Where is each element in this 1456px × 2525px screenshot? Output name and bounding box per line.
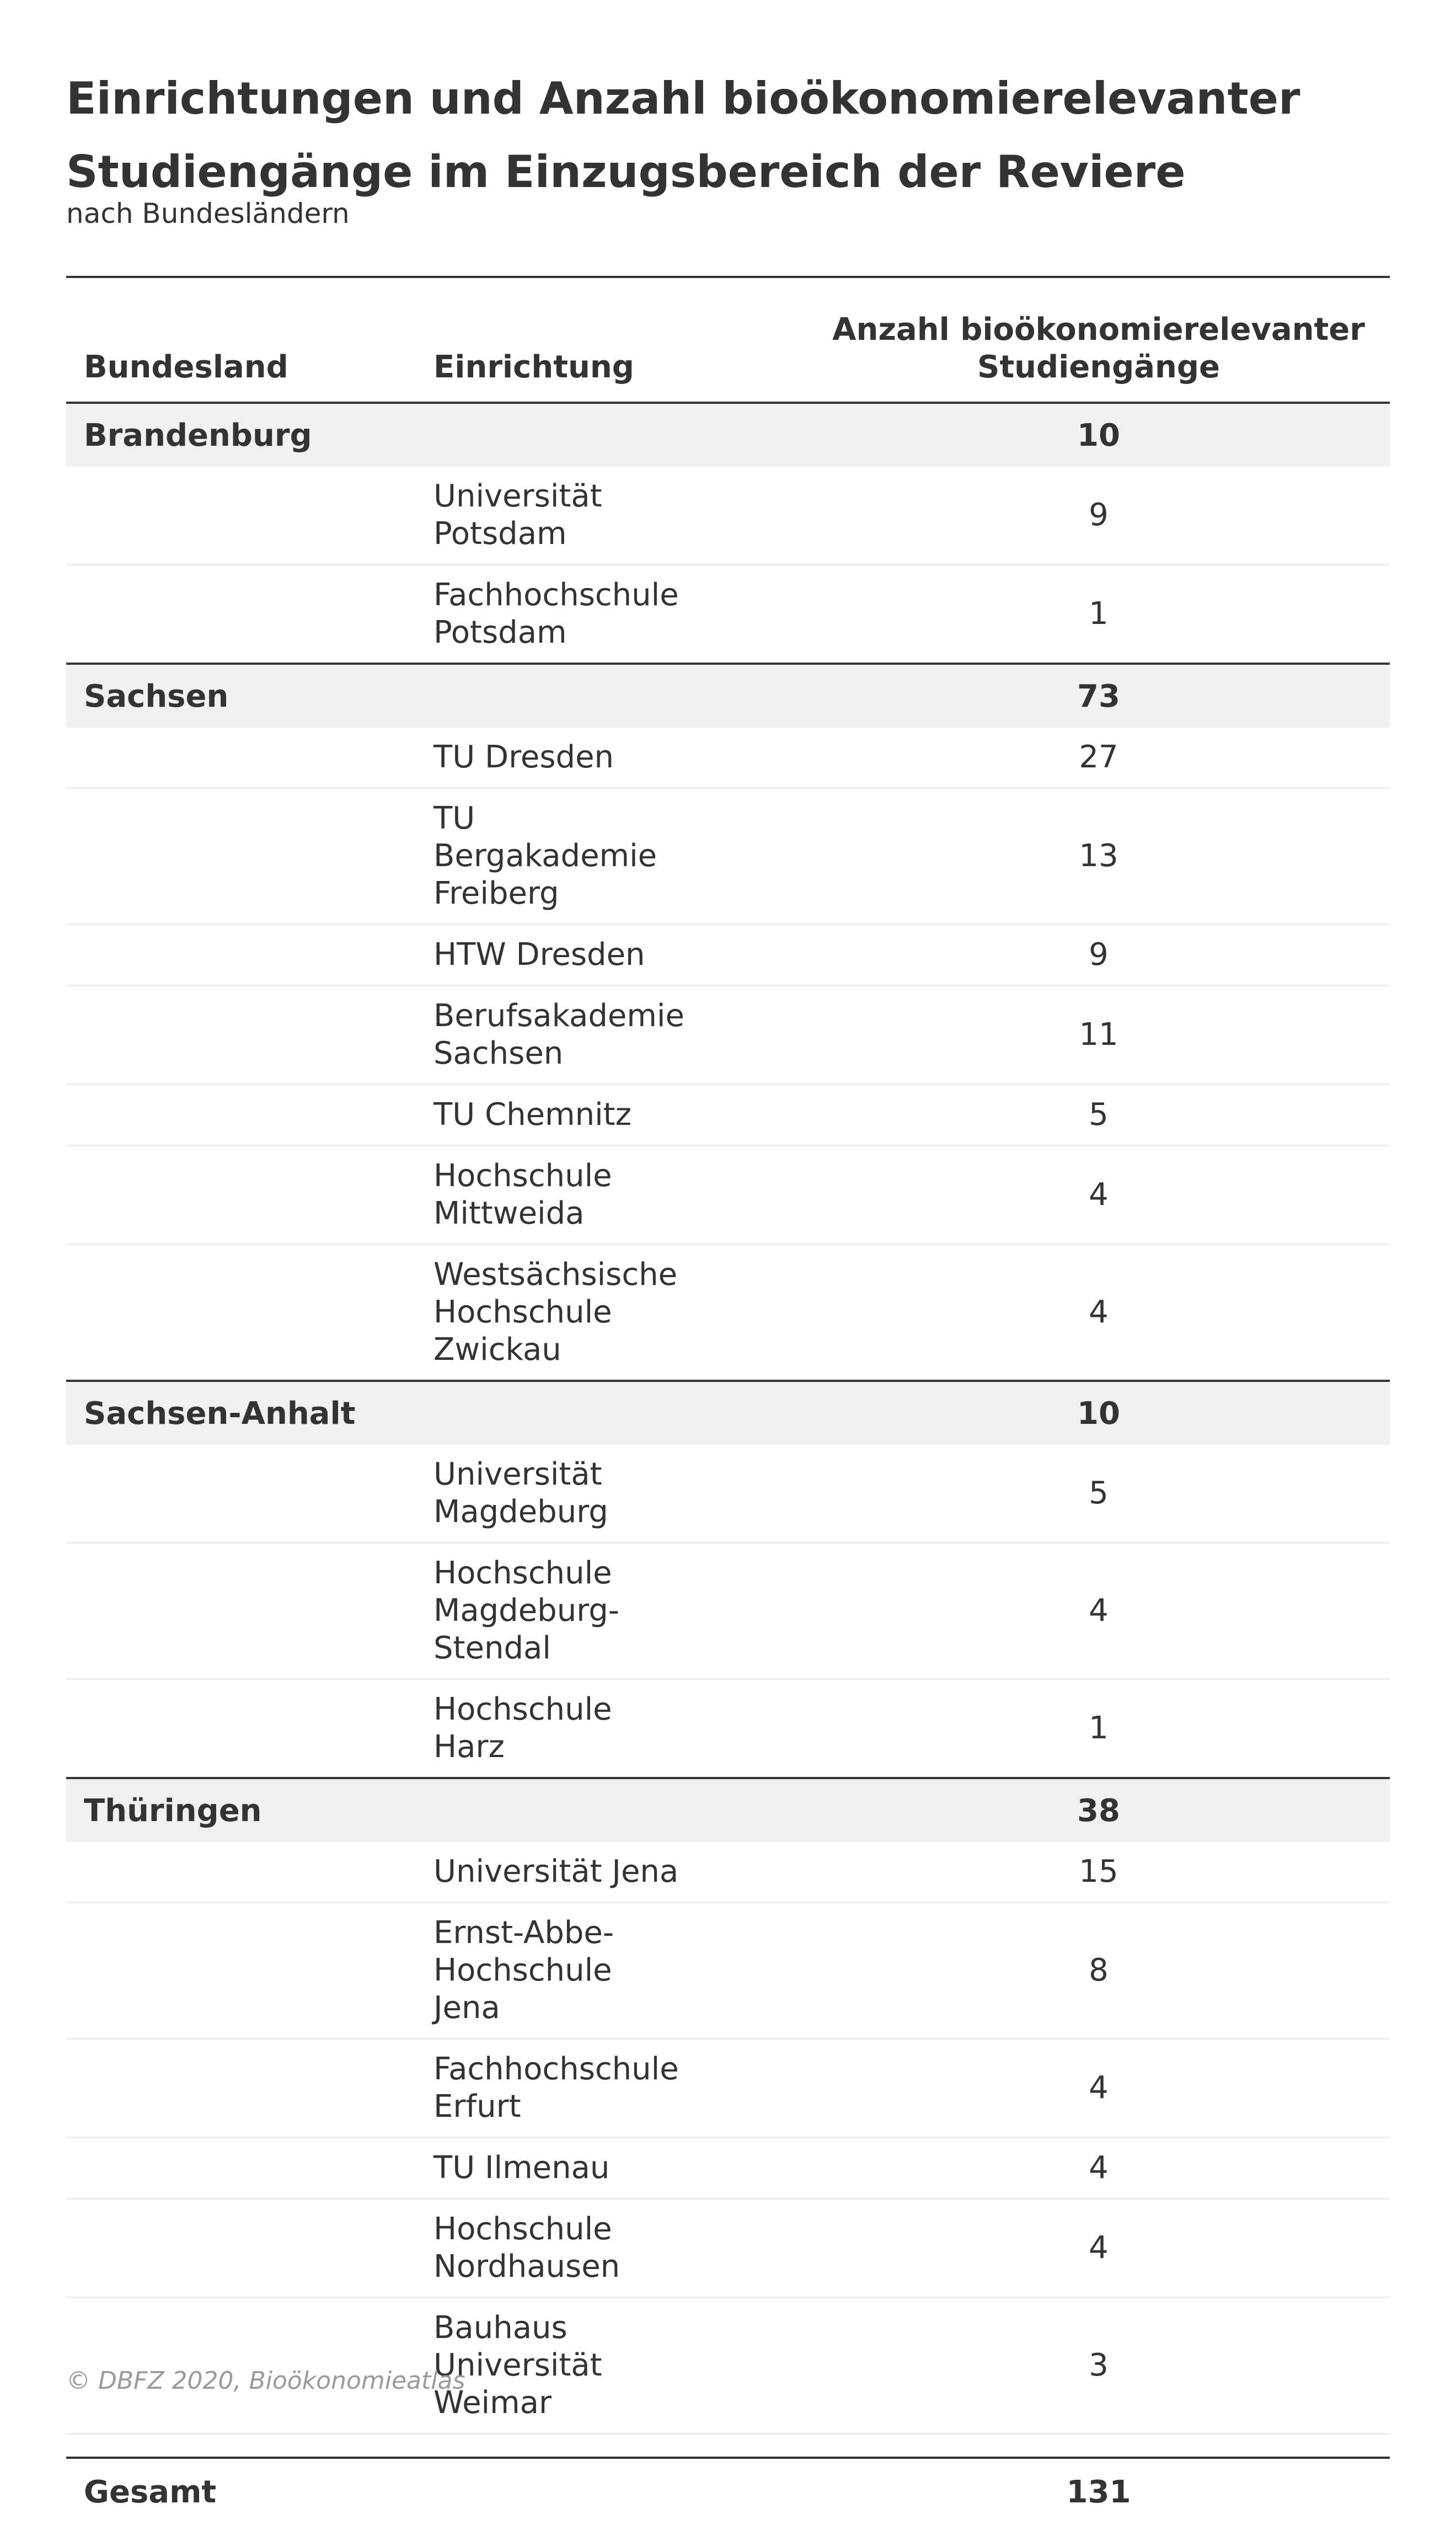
column-header-anzahl: Anzahl bioökonomierelevanter Studiengänge [807,277,1390,403]
column-header-einrichtung: Einrichtung [416,277,807,403]
group-name: Brandenburg [66,403,416,467]
group-row [66,1778,1390,1842]
bundesland-empty-cell [66,2298,416,2434]
bundesland-empty-cell [66,1245,416,1381]
spacer-cell [66,2434,1390,2458]
table-row [66,2138,1390,2199]
table-row [66,2298,1390,2434]
bundesland-empty-cell [66,1903,416,2039]
institution-value: 13 [807,788,1390,925]
institution-name: Fachhochschule Erfurt [416,2039,807,2138]
bundesland-empty-cell [66,467,416,565]
group-name: Thüringen [66,1778,416,1842]
bundesland-empty-cell [66,1146,416,1245]
institution-name: Hochschule Magdeburg-Stendal [416,1543,807,1679]
group-row [66,403,1390,467]
chart-title: Einrichtungen und Anzahl bioökonomierelevanter Studiengänge im Einzugsbereich der Reviere [66,73,1300,197]
table-row [66,986,1390,1085]
institution-name: Ernst-Abbe-Hochschule Jena [416,1903,807,2039]
header-row [66,277,1390,403]
institution-value: 4 [807,1245,1390,1381]
group-empty-cell [416,664,807,728]
institution-name: TU Chemnitz [416,1085,807,1146]
table-row [66,1543,1390,1679]
group-value: 10 [807,403,1390,467]
bundesland-empty-cell [66,1445,416,1543]
institution-name: TU Bergakademie Freiberg [416,788,807,925]
bundesland-empty-cell [66,1085,416,1146]
table-row [66,467,1390,565]
bundesland-empty-cell [66,1842,416,1903]
institution-value: 4 [807,2039,1390,2138]
bundesland-empty-cell [66,565,416,664]
institution-value: 9 [807,467,1390,565]
institution-name: Bauhaus Universität Weimar [416,2298,807,2434]
institution-name: Universität Magdeburg [416,1445,807,1543]
table-row [66,788,1390,925]
group-empty-cell [416,1381,807,1445]
total-empty-cell [416,2458,807,2525]
institution-value: 5 [807,1085,1390,1146]
group-value: 38 [807,1778,1390,1842]
bundesland-empty-cell [66,2138,416,2199]
institution-name: Universität Jena [416,1842,807,1903]
bundesland-empty-cell [66,788,416,925]
institution-value: 3 [807,2298,1390,2434]
source-note: © DBFZ 2020, Bioökonomieatlas [66,2367,465,2395]
institution-name: Westsächsische Hochschule Zwickau [416,1245,807,1381]
bundesland-empty-cell [66,1543,416,1679]
total-row [66,2458,1390,2525]
institution-name: Hochschule Harz [416,1679,807,1779]
institution-name: Hochschule Nordhausen [416,2199,807,2298]
institution-value: 1 [807,565,1390,664]
institution-value: 8 [807,1903,1390,2039]
column-header-bundesland: Bundesland [66,277,416,403]
institution-name: HTW Dresden [416,925,807,986]
table-row [66,1842,1390,1903]
table-row [66,1085,1390,1146]
group-name: Sachsen [66,664,416,728]
institution-value: 11 [807,986,1390,1085]
group-empty-cell [416,1778,807,1842]
total-value: 131 [807,2458,1390,2525]
table-row [66,925,1390,986]
total-label: Gesamt [66,2458,416,2525]
institution-value: 4 [807,1543,1390,1679]
table-row [66,1903,1390,2039]
table-row [66,2039,1390,2138]
table-body [66,403,1390,2525]
group-row [66,664,1390,728]
institution-name: TU Ilmenau [416,2138,807,2199]
bundesland-empty-cell [66,2199,416,2298]
institution-value: 1 [807,1679,1390,1779]
table-row [66,1679,1390,1779]
table-row [66,1245,1390,1381]
institution-value: 15 [807,1842,1390,1903]
institution-value: 4 [807,1146,1390,1245]
institution-value: 4 [807,2199,1390,2298]
data-table-container [66,276,1390,2525]
institution-value: 27 [807,728,1390,788]
table-row [66,565,1390,664]
institution-name: TU Dresden [416,728,807,788]
bundesland-empty-cell [66,2039,416,2138]
institution-value: 9 [807,925,1390,986]
table-spacer-row [66,2434,1390,2458]
institution-name: Berufsakademie Sachsen [416,986,807,1085]
table-row [66,1445,1390,1543]
bundesland-empty-cell [66,925,416,986]
group-value: 73 [807,664,1390,728]
group-row [66,1381,1390,1445]
institution-value: 4 [807,2138,1390,2199]
institution-name: Universität Potsdam [416,467,807,565]
table-row [66,2199,1390,2298]
chart-subtitle: nach Bundesländern [66,197,350,229]
bundesland-empty-cell [66,1679,416,1779]
group-empty-cell [416,403,807,467]
institution-name: Hochschule Mittweida [416,1146,807,1245]
bundesland-empty-cell [66,728,416,788]
bundesland-empty-cell [66,986,416,1085]
institution-value: 5 [807,1445,1390,1543]
institution-name: Fachhochschule Potsdam [416,565,807,664]
table-row [66,1146,1390,1245]
table-row [66,728,1390,788]
group-name: Sachsen-Anhalt [66,1381,416,1445]
data-table [66,276,1390,2525]
table-header [66,277,1390,403]
group-value: 10 [807,1381,1390,1445]
